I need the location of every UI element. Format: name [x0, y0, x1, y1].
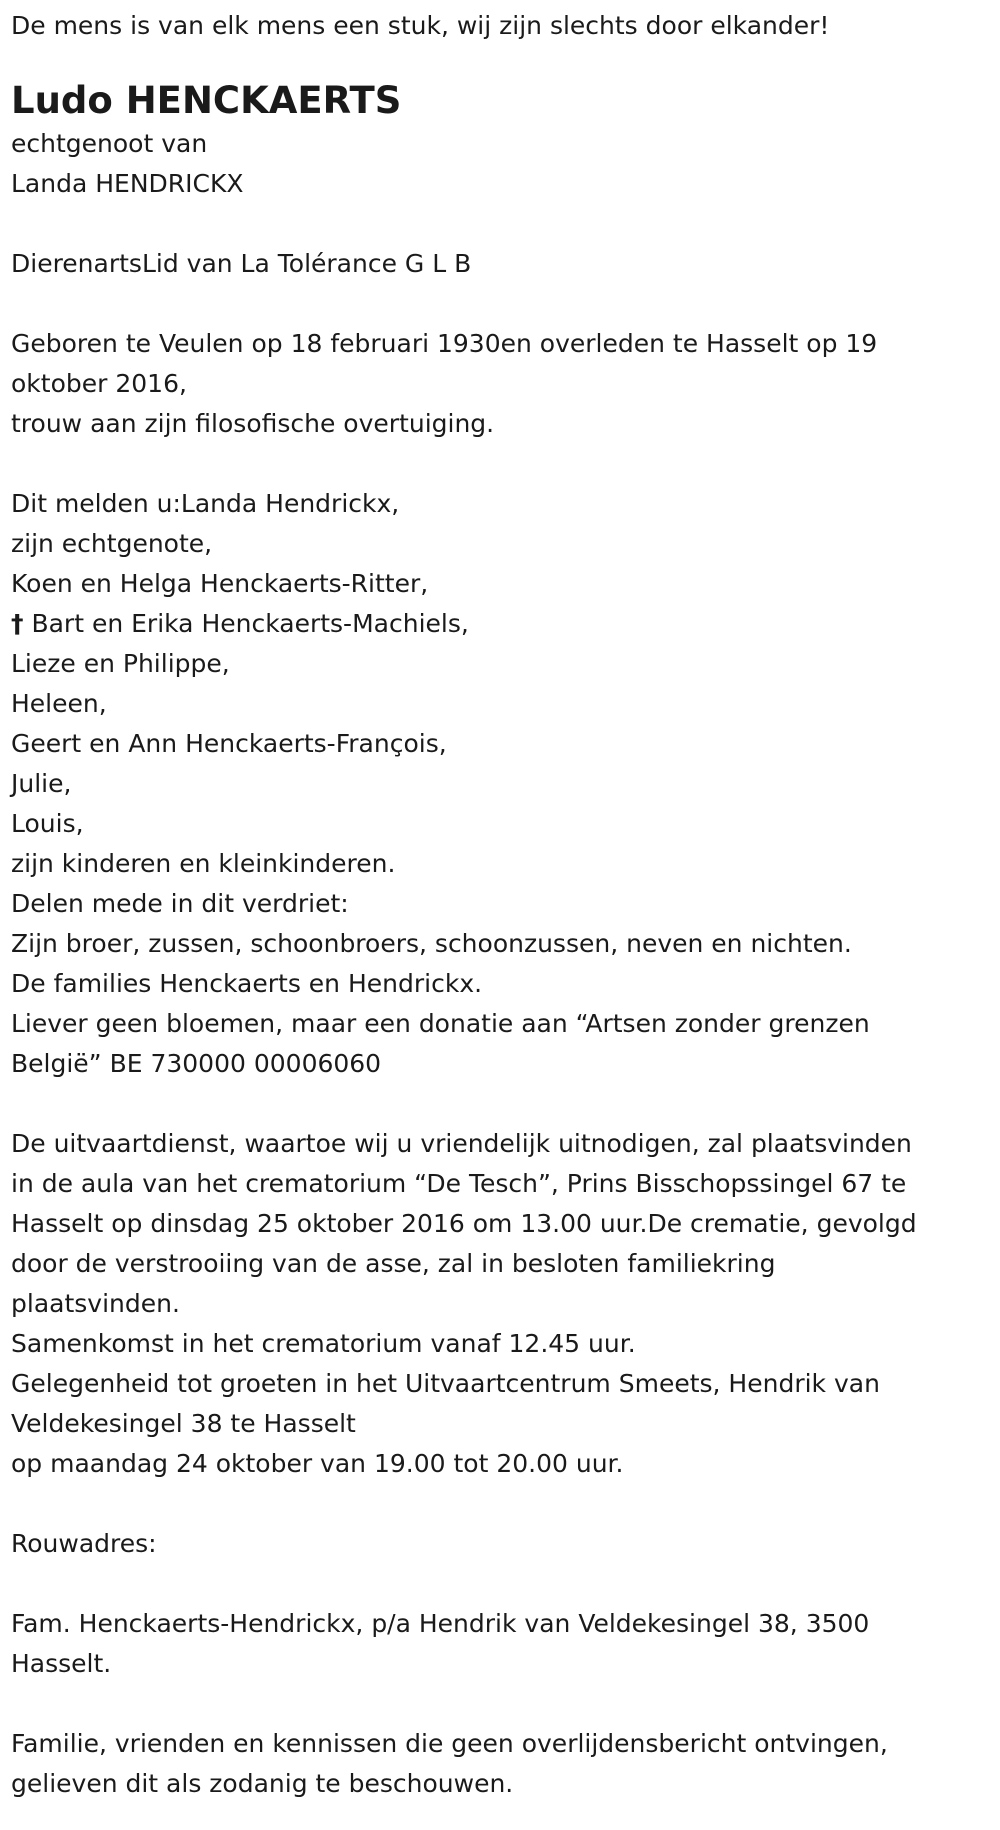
cross-icon: † — [11, 609, 24, 638]
announcer-line: België” BE 730000 00006060 — [11, 1049, 382, 1078]
closing-line: gelieven dit als zodanig te beschouwen. — [11, 1769, 514, 1798]
closing-line: Familie, vrienden en kennissen die geen overlijdensbericht ontvingen, — [11, 1729, 888, 1758]
spacer — [11, 444, 989, 484]
ceremony-line: Veldekesingel 38 te Hasselt — [11, 1409, 356, 1438]
ceremony-line: Hasselt op dinsdag 25 oktober 2016 om 13.00 uur.De crematie, gevolgd — [11, 1209, 917, 1238]
announcer-line: zijn echtgenote, — [11, 529, 213, 558]
address-block — [11, 1604, 989, 1684]
address-line: Hasselt. — [11, 1649, 112, 1678]
spacer — [11, 1564, 989, 1604]
profession: DierenartsLid van La Tolérance G L B — [11, 249, 472, 278]
announcer-line: Geert en Ann Henckaerts-François, — [11, 729, 447, 758]
ceremony-line: plaatsvinden. — [11, 1289, 180, 1318]
announcer-line: Lieze en Philippe, — [11, 649, 230, 678]
spacer — [11, 1484, 989, 1524]
announcer-line: Julie, — [11, 769, 72, 798]
spouse-intro: echtgenoot van — [11, 129, 208, 158]
announcer-line: Zijn broer, zussen, schoonbroers, schoonzussen, neven en nichten. — [11, 929, 852, 958]
address-label: Rouwadres: — [11, 1529, 157, 1558]
address-line: Fam. Henckaerts-Hendrickx, p/a Hendrik van Veldekesingel 38, 3500 — [11, 1609, 870, 1638]
announcer-text: Bart en Erika Henckaerts-Machiels, — [31, 609, 469, 638]
spacer — [11, 1084, 989, 1124]
announcer-line — [11, 604, 989, 644]
birth-death-block — [11, 324, 989, 444]
announcer-line: Delen mede in dit verdriet: — [11, 889, 349, 918]
spacer — [11, 204, 989, 244]
ceremony-line: De uitvaartdienst, waartoe wij u vriendelijk uitnodigen, zal plaatsvinden — [11, 1129, 912, 1158]
announcers-block — [11, 484, 989, 1084]
spacer — [11, 284, 989, 324]
closing-block — [11, 1724, 989, 1804]
birth-death-line: trouw aan zijn filosofische overtuiging. — [11, 409, 495, 438]
motto: De mens is van elk mens een stuk, wij zijn slechts door elkander! — [11, 11, 830, 40]
birth-death-line: oktober 2016, — [11, 369, 187, 398]
birth-death-line: Geboren te Veulen op 18 februari 1930en overleden te Hasselt op 19 — [11, 329, 878, 358]
announcer-line: Louis, — [11, 809, 84, 838]
deceased-name: Ludo HENCKAERTS — [11, 79, 402, 122]
announcer-line: Heleen, — [11, 689, 107, 718]
ceremony-line: op maandag 24 oktober van 19.00 tot 20.00 uur. — [11, 1449, 624, 1478]
spouse-name: Landa HENDRICKX — [11, 169, 244, 198]
announcer-line: Koen en Helga Henckaerts-Ritter, — [11, 569, 429, 598]
ceremony-line: door de verstrooiing van de asse, zal in besloten familiekring — [11, 1249, 776, 1278]
ceremony-block — [11, 1124, 989, 1484]
announcer-line: zijn kinderen en kleinkinderen. — [11, 849, 396, 878]
announcer-line: De families Henckaerts en Hendrickx. — [11, 969, 483, 998]
announcer-line: Dit melden u:Landa Hendrickx, — [11, 489, 400, 518]
ceremony-line: in de aula van het crematorium “De Tesch”, Prins Bisschopssingel 67 te — [11, 1169, 907, 1198]
ceremony-line: Gelegenheid tot groeten in het Uitvaartcentrum Smeets, Hendrik van — [11, 1369, 880, 1398]
spacer — [11, 1684, 989, 1724]
announcer-line: Liever geen bloemen, maar een donatie aan “Artsen zonder grenzen — [11, 1009, 870, 1038]
ceremony-line: Samenkomst in het crematorium vanaf 12.45 uur. — [11, 1329, 636, 1358]
